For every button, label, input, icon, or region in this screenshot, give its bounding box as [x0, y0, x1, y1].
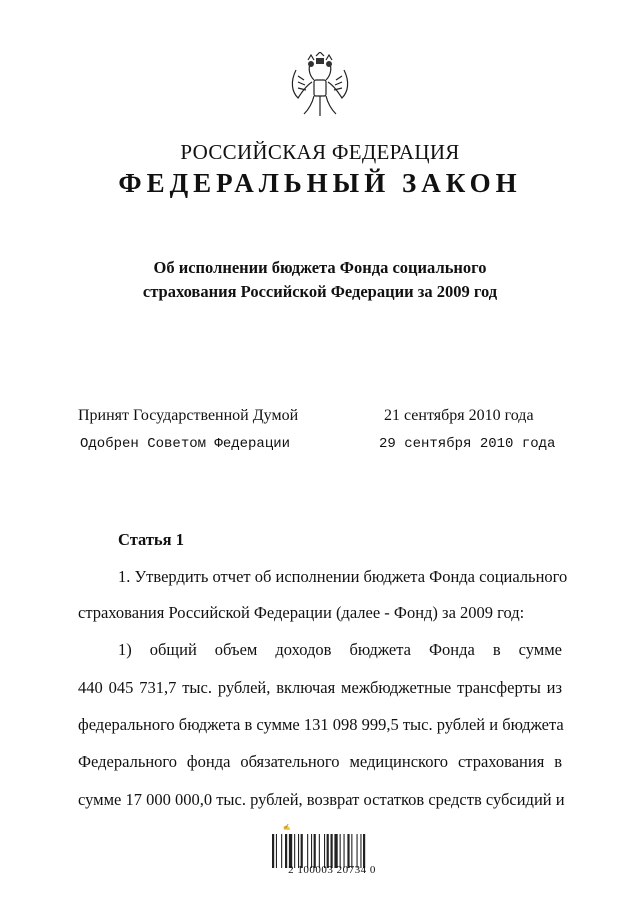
article-text-line: федерального бюджета в сумме 131 098 999,5 тыс. рублей и бюджета — [78, 715, 564, 734]
barcode-bar — [347, 834, 349, 868]
barcode-bar — [340, 834, 341, 868]
barcode-bar — [301, 834, 303, 868]
barcode-bar — [360, 834, 361, 868]
article-text-line: 440 045 731,7 тыс. рублей, включая межбюджетные трансферты из — [78, 678, 562, 697]
article-text-line: страхования Российской Федерации (далее - Фонд) за 2009 год: — [78, 603, 525, 622]
barcode-bar — [334, 834, 337, 868]
barcode-bar — [357, 834, 358, 868]
barcode-bar — [319, 834, 320, 868]
barcode-number: 2 100003 20734 0 — [288, 864, 376, 876]
article-heading: Статья 1 — [118, 530, 184, 549]
barcode-bar — [272, 834, 274, 868]
barcode-bar — [289, 834, 292, 868]
barcode-bar — [344, 834, 345, 868]
barcode-bar — [351, 834, 352, 868]
barcode-bar — [331, 834, 333, 868]
article-text-line: сумме 17 000 000,0 тыс. рублей, возврат остатков средств субсидий и — [78, 790, 565, 809]
article-text-line: Федерального фонда обязательного медицинского страхования в — [78, 752, 562, 771]
approved-by-council-label: Одобрен Советом Федерации — [80, 436, 291, 452]
barcode-bar — [276, 834, 277, 868]
barcode-bar — [285, 834, 287, 868]
barcode-bar — [311, 834, 312, 868]
country-name: РОССИЙСКАЯ ФЕДЕРАЦИЯ — [180, 140, 460, 164]
law-title-line-2: страхования Российской Федерации за 2009 год — [142, 282, 498, 301]
russian-coat-of-arms-icon — [288, 52, 352, 122]
barcode-bar — [314, 834, 316, 868]
signature-mark-icon: ✍ — [283, 825, 291, 831]
barcode-bar — [307, 834, 308, 868]
barcode-bar — [294, 834, 295, 868]
adopted-by-duma-label: Принят Государственной Думой — [78, 407, 299, 424]
law-title-line-1: Об исполнении бюджета Фонда социального — [153, 258, 487, 277]
approved-by-council-date: 29 сентября 2010 года — [379, 436, 556, 452]
article-text-line: 1) общий объем доходов бюджета Фонда в сумме — [118, 640, 562, 659]
barcode — [272, 834, 392, 868]
barcode-bar — [363, 834, 365, 868]
barcode-bar — [298, 834, 299, 868]
barcode-bar — [324, 834, 325, 868]
article-text-line: 1. Утвердить отчет об исполнении бюджета Фонда социального — [118, 567, 568, 586]
adopted-by-duma-date: 21 сентября 2010 года — [384, 407, 534, 424]
barcode-bar — [327, 834, 329, 868]
law-type-heading: ФЕДЕРАЛЬНЫЙ ЗАКОН — [118, 168, 522, 198]
barcode-bar — [281, 834, 282, 868]
